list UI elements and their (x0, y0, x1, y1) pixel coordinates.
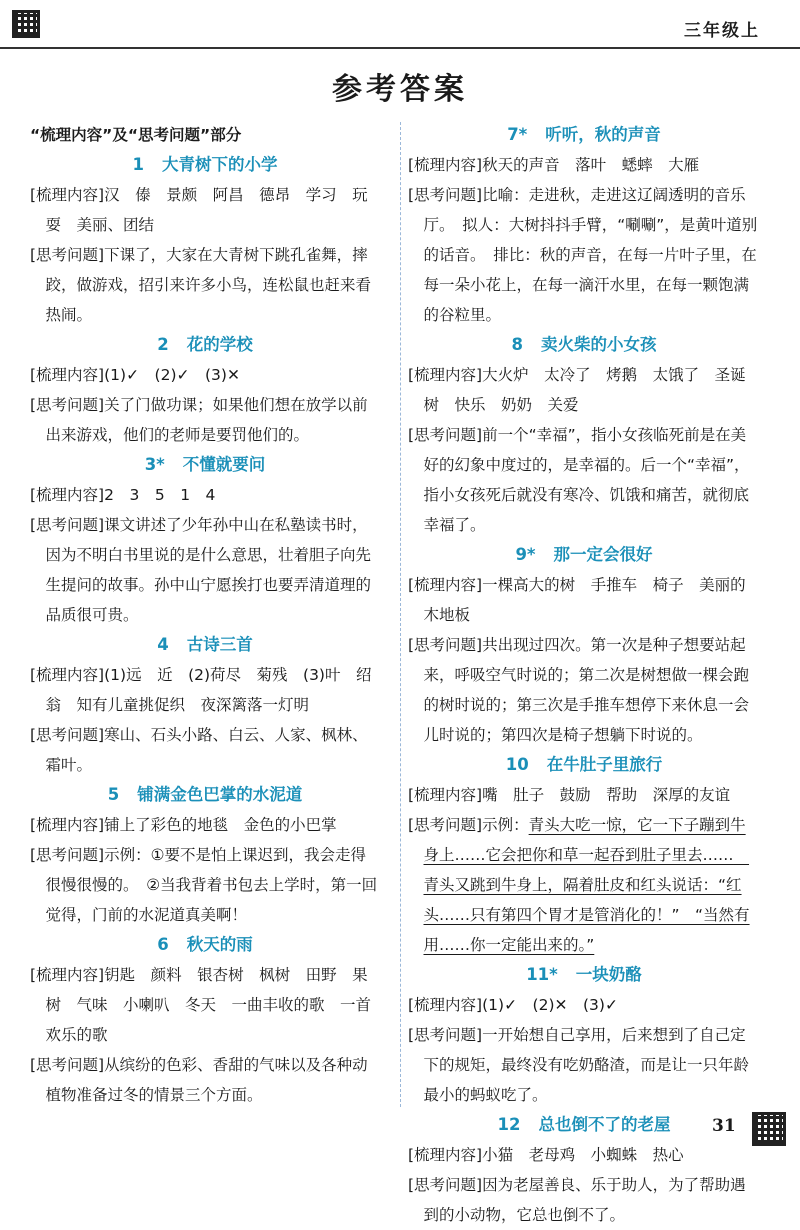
answer-entry (408, 1140, 760, 1170)
answer-entry (30, 660, 380, 720)
lesson-title (30, 630, 380, 660)
entry-label: [思考问题] (30, 846, 105, 864)
entry-text: 课文讲述了少年孙中山在私塾读书时，因为不明白书里说的是什么意思，壮着胆子向先生提问的故事。孙中山宁愿挨打也要弄清道理的品质很可贵。 (45, 516, 372, 624)
entry-label: [思考问题] (408, 426, 483, 444)
entry-text: 青头大吃一惊，它一下子蹦到牛身上……它会把你和草一起吞到肚子里去…… 青头又跳到牛身上，隔着肚皮和红头说话：“红头……只有第四个胃才是管消化的！” “当然有用……你一定能出来的。” (423, 816, 750, 954)
lesson-number: 9* (515, 545, 536, 564)
entry-text: (1)✓ (2)✓ (3)✕ (104, 366, 240, 384)
answer-entry (30, 960, 380, 1050)
lesson-name: 大青树下的小学 (161, 155, 278, 174)
entry-text: 关了门做功课；如果他们想在放学以前出来游戏，他们的老师是要罚他们的。 (45, 396, 368, 444)
lesson-title (408, 1110, 760, 1140)
entry-label: [思考问题] (30, 726, 105, 744)
lesson-number: 11* (526, 965, 558, 984)
header-divider (0, 47, 800, 49)
grade-label: 三年级上 (684, 21, 760, 41)
entry-text: 一棵高大的树 手推车 椅子 美丽的木地板 (423, 576, 746, 624)
lesson-number: 4 (157, 635, 169, 654)
entry-text: 从缤纷的色彩、香甜的气味以及各种动植物准备过冬的情景三个方面。 (45, 1056, 368, 1104)
qr-code-icon (752, 1112, 786, 1146)
entry-text: 前一个“幸福”，指小女孩临死前是在美好的幻象中度过的，是幸福的。后一个“幸福”，指小女孩死后就没有寒冷、饥饿和痛苦，就彻底幸福了。 (423, 426, 750, 534)
entry-text: (1)远 近 (2)荷尽 菊残 (3)叶 绍翁 知有儿童挑促织 夜深篱落一灯明 (45, 666, 372, 714)
entry-label: [思考问题] (408, 1176, 483, 1194)
entry-prefix: 示例： (482, 816, 529, 834)
entry-label: [梳理内容] (408, 786, 483, 804)
entry-text: 寒山、石头小路、白云、人家、枫林、霜叶。 (45, 726, 368, 774)
entry-label: [思考问题] (30, 516, 105, 534)
lesson-name: 总也倒不了的老屋 (538, 1115, 671, 1134)
answer-entry (408, 150, 760, 180)
lesson-number: 7* (507, 125, 528, 144)
entry-text: 大火炉 太冷了 烤鹅 太饿了 圣诞树 快乐 奶奶 关爱 (423, 366, 746, 414)
answer-entry (408, 1020, 760, 1110)
answer-entry (408, 570, 760, 630)
entry-label: [梳理内容] (408, 156, 483, 174)
answer-entry (408, 990, 760, 1020)
part-heading: “梳理内容”及“思考问题”部分 (30, 126, 242, 144)
answer-entry (30, 720, 380, 780)
entry-label: [梳理内容] (408, 576, 483, 594)
entry-label: [思考问题] (408, 816, 483, 834)
lesson-title (30, 930, 380, 960)
page-title: 参考答案 (332, 72, 468, 107)
lesson-name: 一块奶酪 (575, 965, 642, 984)
lesson-name: 卖火柴的小女孩 (540, 335, 657, 354)
entry-label: [梳理内容] (30, 186, 105, 204)
lesson-name: 听听，秋的声音 (545, 125, 661, 144)
lesson-name: 在牛肚子里旅行 (546, 755, 663, 774)
lesson-name: 那一定会很好 (553, 545, 653, 564)
entry-text: 小猫 老母鸡 小蜘蛛 热心 (482, 1146, 684, 1164)
entry-text: 一开始想自己享用，后来想到了自己定下的规矩，最终没有吃奶酪渣，而是让一只年龄最小的蚂蚁吃了。 (423, 1026, 750, 1104)
entry-label: [梳理内容] (408, 366, 483, 384)
answer-entry (30, 180, 380, 240)
lesson-name: 不懂就要问 (182, 455, 266, 474)
answer-entry (408, 630, 760, 750)
entry-label: [思考问题] (408, 636, 483, 654)
entry-text: 比喻：走进秋，走进这辽阔透明的音乐厅。 拟人：大树抖抖手臂，“唰唰”，是黄叶道别的话音。 排比：秋的声音，在每一片叶子里，在每一朵小花上，在每一滴汗水里，在每一颗饱满的谷粒里。 (423, 186, 758, 324)
lesson-title (30, 330, 380, 360)
entry-label: [梳理内容] (30, 366, 105, 384)
lesson-title (408, 750, 760, 780)
lesson-number: 1 (132, 155, 144, 174)
lesson-name: 花的学校 (186, 335, 253, 354)
column-divider (400, 122, 402, 1107)
answer-entry (408, 180, 760, 330)
entry-label: [思考问题] (30, 246, 105, 264)
lesson-number: 3* (144, 455, 165, 474)
answer-entry (30, 480, 380, 510)
answer-entry (408, 1170, 760, 1230)
answer-entry (30, 240, 380, 330)
lesson-title (30, 450, 380, 480)
lesson-number: 8 (511, 335, 523, 354)
answer-entry (30, 840, 380, 930)
lesson-number: 2 (157, 335, 169, 354)
answer-entry (408, 420, 760, 540)
right-column (408, 120, 760, 1230)
entry-text: 汉 傣 景颇 阿昌 德昂 学习 玩耍 美丽、团结 (45, 186, 368, 234)
entry-label: [梳理内容] (30, 666, 105, 684)
entry-label: [思考问题] (30, 1056, 105, 1074)
entry-label: [思考问题] (408, 186, 483, 204)
lesson-title (408, 330, 760, 360)
entry-text: 秋天的声音 落叶 蟋蟀 大雁 (482, 156, 700, 174)
entry-label: [梳理内容] (30, 816, 105, 834)
entry-text: 共出现过四次。第一次是种子想要站起来，呼吸空气时说的；第二次是树想做一棵会跑的树时说的；第三次是手推车想停下来休息一会儿时说的；第四次是椅子想躺下时说的。 (423, 636, 750, 744)
lesson-title (30, 780, 380, 810)
entry-label: [梳理内容] (30, 486, 105, 504)
lesson-title (408, 540, 760, 570)
answer-entry (30, 360, 380, 390)
entry-label: [梳理内容] (30, 966, 105, 984)
lesson-number: 10 (505, 755, 529, 774)
lesson-number: 5 (107, 785, 120, 804)
entry-label: [梳理内容] (408, 1146, 483, 1164)
entry-label: [思考问题] (30, 396, 105, 414)
answer-entry (30, 1050, 380, 1110)
answer-entry (30, 510, 380, 630)
lesson-title (408, 120, 760, 150)
answer-entry (408, 360, 760, 420)
answer-entry (30, 810, 380, 840)
entry-text: 钥匙 颜料 银杏树 枫树 田野 果树 气味 小喇叭 冬天 一曲丰收的歌 一首欢乐的歌 (45, 966, 372, 1044)
lesson-number: 6 (157, 935, 169, 954)
entry-text: 铺上了彩色的地毯 金色的小巴掌 (104, 816, 337, 834)
lesson-number: 12 (497, 1115, 521, 1134)
entry-text: 嘴 肚子 鼓励 帮助 深厚的友谊 (482, 786, 731, 804)
answer-entry (30, 390, 380, 450)
entry-label: [思考问题] (408, 1026, 483, 1044)
lesson-name: 铺满金色巴掌的水泥道 (137, 785, 303, 804)
lesson-title (30, 150, 380, 180)
lesson-name: 秋天的雨 (186, 935, 253, 954)
lesson-name: 古诗三首 (186, 635, 253, 654)
page-number: 31 (712, 1116, 736, 1136)
answer-entry (408, 780, 760, 810)
entry-text: (1)✓ (2)✕ (3)✓ (482, 996, 618, 1014)
entry-text: 2 3 5 1 4 (104, 486, 216, 504)
entry-label: [梳理内容] (408, 996, 483, 1014)
answer-entry (408, 810, 760, 960)
left-column (30, 120, 380, 1110)
qr-code-icon (12, 10, 40, 38)
entry-text: 下课了，大家在大青树下跳孔雀舞，摔跤，做游戏，招引来许多小鸟，连松鼠也赶来看热闹。 (45, 246, 372, 324)
entry-text: 示例：①要不是怕上课迟到，我会走得很慢很慢的。 ②当我背着书包去上学时，第一回觉得，门前的水泥道真美啊！ (45, 846, 378, 924)
entry-text: 因为老屋善良、乐于助人，为了帮助遇到的小动物，它总也倒不了。 (423, 1176, 746, 1224)
lesson-title (408, 960, 760, 990)
